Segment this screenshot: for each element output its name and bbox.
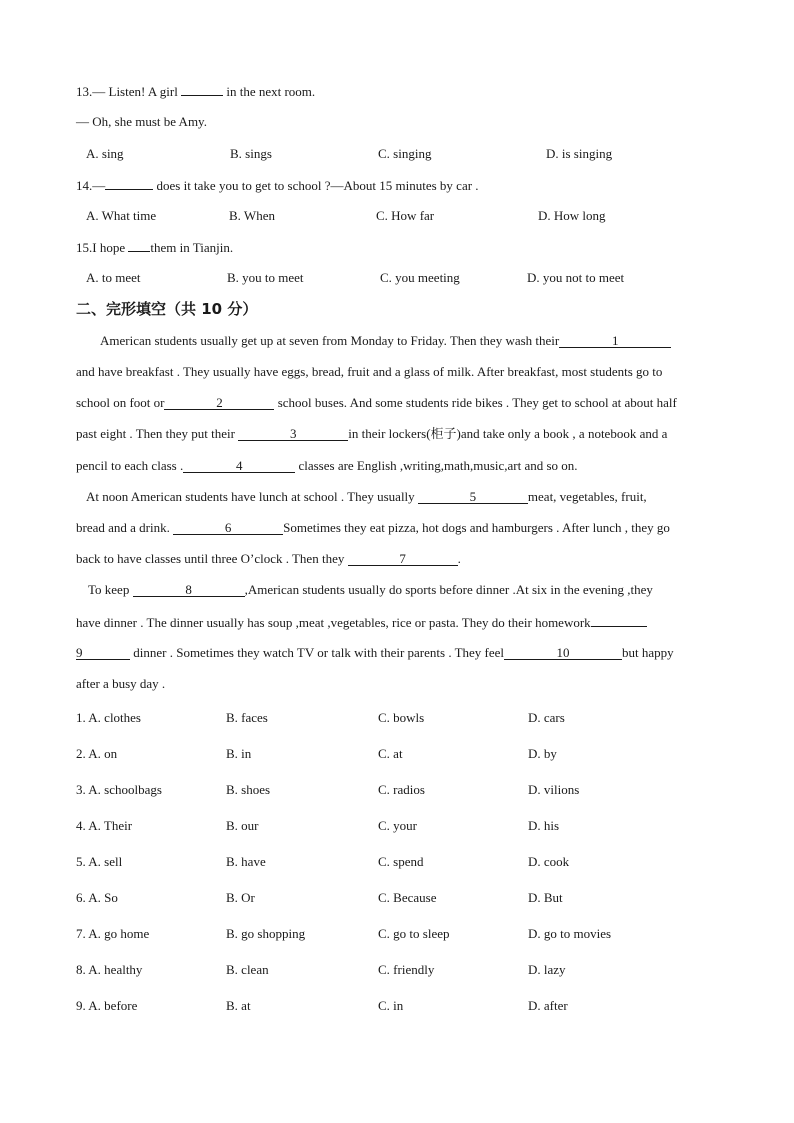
choice-4-option-c: C. your bbox=[378, 818, 417, 833]
passage-text: meat, vegetables, fruit, bbox=[527, 489, 647, 504]
section-heading-cloze: 二、完形填空（共 10 分） bbox=[76, 300, 258, 318]
q13-stem bbox=[76, 82, 315, 101]
passage-line-7 bbox=[76, 519, 716, 537]
choice-2-option-c: C. at bbox=[378, 746, 403, 761]
q14-option-b: B. When bbox=[229, 208, 275, 223]
q14-option-c: C. How far bbox=[376, 208, 435, 223]
choice-4-option-b: B. our bbox=[226, 818, 259, 833]
choice-1-option-a: 1. A. clothes bbox=[76, 710, 141, 725]
choice-7-option-c: C. go to sleep bbox=[378, 926, 450, 941]
q14-options bbox=[86, 207, 726, 225]
q14-stem-before: 14.— bbox=[76, 178, 106, 193]
passage-text: dinner . Sometimes they watch TV or talk with their parents . They feel bbox=[133, 645, 505, 660]
choice-8-option-d: D. lazy bbox=[528, 962, 566, 977]
passage-text: have dinner . The dinner usually has soup ,meat ,vegetables, rice or pasta. They do their homework bbox=[76, 615, 591, 630]
q13-options bbox=[86, 145, 726, 163]
choice-7-option-d: D. go to movies bbox=[528, 926, 612, 941]
passage-text: past eight . Then they put their bbox=[76, 426, 235, 441]
choice-row-4 bbox=[76, 817, 736, 835]
choice-2-option-a: 2. A. on bbox=[76, 746, 118, 761]
q14-option-a: A. What time bbox=[86, 208, 157, 223]
q14-blank bbox=[105, 176, 153, 190]
q14-option-d: D. How long bbox=[538, 208, 606, 223]
q15-stem-before: 15.I hope bbox=[76, 240, 126, 255]
passage-blank-4: 4 bbox=[183, 459, 295, 473]
choice-4-option-d: D. his bbox=[528, 818, 560, 833]
passage-blank-10: 10 bbox=[504, 646, 622, 660]
choice-row-3 bbox=[76, 781, 736, 799]
passage-line-3 bbox=[76, 394, 716, 412]
choice-7-option-b: B. go shopping bbox=[226, 926, 306, 941]
choice-row-5 bbox=[76, 853, 736, 871]
q15-stem bbox=[76, 238, 233, 257]
passage-blank-7: 7 bbox=[348, 552, 458, 566]
passage-blank-3: 3 bbox=[238, 427, 348, 441]
passage-text: . bbox=[457, 551, 461, 566]
passage-blank-9-start bbox=[591, 613, 647, 627]
choice-8-option-c: C. friendly bbox=[378, 962, 435, 977]
passage-text: ,American students usually do sports before dinner .At six in the evening ,they bbox=[244, 582, 653, 597]
choice-row-7 bbox=[76, 925, 736, 943]
q15-option-c: C. you meeting bbox=[380, 270, 460, 285]
q13-option-b: B. sings bbox=[230, 146, 272, 161]
choice-row-2 bbox=[76, 745, 736, 763]
choice-6-option-a: 6. A. So bbox=[76, 890, 118, 905]
passage-blank-5: 5 bbox=[418, 490, 528, 504]
passage-blank-1: 1 bbox=[559, 334, 671, 348]
passage-text: Sometimes they eat pizza, hot dogs and hamburgers . After lunch , they go bbox=[283, 520, 670, 535]
choice-3-option-d: D. vilions bbox=[528, 782, 580, 797]
q13-option-c: C. singing bbox=[378, 146, 432, 161]
q14-stem-after: does it take you to get to school ?—About 15 minutes by car . bbox=[156, 178, 479, 193]
passage-text: American students usually get up at seven from Monday to Friday. Then they wash their bbox=[100, 333, 560, 348]
q14-stem bbox=[76, 176, 479, 195]
choice-6-option-b: B. Or bbox=[226, 890, 255, 905]
passage-text: but happy bbox=[622, 645, 674, 660]
choice-2-option-d: D. by bbox=[528, 746, 557, 761]
choice-3-option-a: 3. A. schoolbags bbox=[76, 782, 162, 797]
passage-blank-9: 9 bbox=[76, 646, 130, 660]
passage-line-9 bbox=[88, 581, 728, 599]
choice-6-option-c: C. Because bbox=[378, 890, 437, 905]
q13-stem-after: in the next room. bbox=[226, 84, 316, 99]
passage-blank-8: 8 bbox=[133, 583, 245, 597]
passage-line-12: after a busy day . bbox=[76, 676, 166, 691]
passage-text: in their lockers(柜子)and take only a book , a notebook and a bbox=[348, 426, 668, 441]
q15-blank bbox=[128, 238, 150, 252]
choice-9-option-c: C. in bbox=[378, 998, 404, 1013]
passage-text: At noon American students have lunch at school . They usually bbox=[86, 489, 415, 504]
q13-option-a: A. sing bbox=[86, 146, 124, 161]
choice-row-9 bbox=[76, 997, 736, 1015]
passage-text: school on foot or bbox=[76, 395, 165, 410]
choice-5-option-d: D. cook bbox=[528, 854, 570, 869]
q15-stem-after: them in Tianjin. bbox=[150, 240, 234, 255]
passage-text: school buses. And some students ride bikes . They get to school at about half bbox=[277, 395, 677, 410]
choice-5-option-c: C. spend bbox=[378, 854, 424, 869]
q13-reply: — Oh, she must be Amy. bbox=[76, 114, 207, 129]
q15-options bbox=[86, 269, 726, 287]
choice-1-option-d: D. cars bbox=[528, 710, 565, 725]
choice-4-option-a: 4. A. Their bbox=[76, 818, 133, 833]
passage-text: bread and a drink. bbox=[76, 520, 170, 535]
choice-6-option-d: D. But bbox=[528, 890, 563, 905]
passage-blank-6: 6 bbox=[173, 521, 283, 535]
q13-option-d: D. is singing bbox=[546, 146, 613, 161]
passage-line-10 bbox=[76, 613, 716, 632]
choice-5-option-b: B. have bbox=[226, 854, 266, 869]
passage-line-1 bbox=[100, 332, 740, 350]
q15-option-a: A. to meet bbox=[86, 270, 141, 285]
passage-text: To keep bbox=[88, 582, 130, 597]
choice-1-option-b: B. faces bbox=[226, 710, 268, 725]
choice-9-option-d: D. after bbox=[528, 998, 568, 1013]
passage-text: back to have classes until three O’clock . Then they bbox=[76, 551, 345, 566]
choice-3-option-c: C. radios bbox=[378, 782, 425, 797]
q15-option-b: B. you to meet bbox=[227, 270, 304, 285]
choice-9-option-b: B. at bbox=[226, 998, 251, 1013]
passage-line-4 bbox=[76, 425, 716, 443]
q13-stem-text: 13.— Listen! A girl bbox=[76, 84, 178, 99]
choice-5-option-a: 5. A. sell bbox=[76, 854, 123, 869]
passage-line-8 bbox=[76, 550, 716, 568]
choice-row-6 bbox=[76, 889, 736, 907]
choice-7-option-a: 7. A. go home bbox=[76, 926, 150, 941]
choice-row-1 bbox=[76, 709, 736, 727]
choice-2-option-b: B. in bbox=[226, 746, 252, 761]
passage-line-2: and have breakfast . They usually have eggs, bread, fruit and a glass of milk. After breakfast, most students go to bbox=[76, 364, 663, 379]
passage-line-5 bbox=[76, 457, 716, 475]
choice-1-option-c: C. bowls bbox=[378, 710, 425, 725]
passage-line-6 bbox=[86, 488, 726, 506]
passage-text: pencil to each class . bbox=[76, 458, 184, 473]
choice-8-option-a: 8. A. healthy bbox=[76, 962, 143, 977]
choice-9-option-a: 9. A. before bbox=[76, 998, 138, 1013]
choice-3-option-b: B. shoes bbox=[226, 782, 271, 797]
passage-line-11 bbox=[76, 644, 716, 662]
choice-row-8 bbox=[76, 961, 736, 979]
choice-8-option-b: B. clean bbox=[226, 962, 269, 977]
q15-option-d: D. you not to meet bbox=[527, 270, 625, 285]
passage-blank-2: 2 bbox=[164, 396, 274, 410]
q13-blank bbox=[181, 82, 223, 96]
passage-text: classes are English ,writing,math,music,art and so on. bbox=[298, 458, 578, 473]
